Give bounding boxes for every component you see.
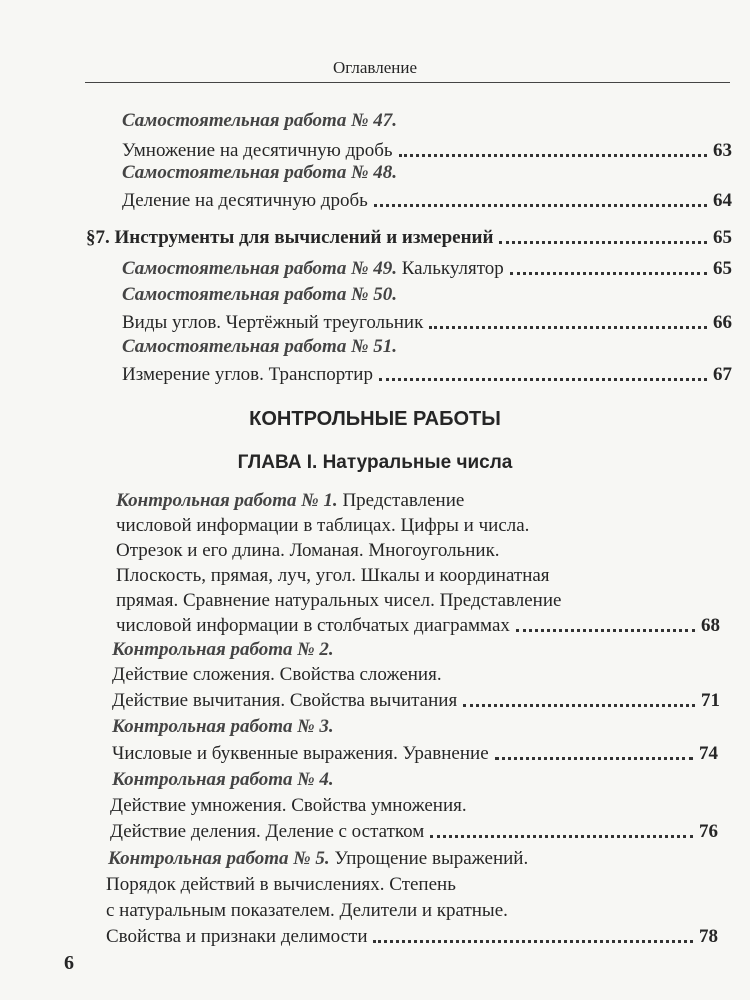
toc-page-number: 78 — [699, 926, 718, 947]
kr1-line: Отрезок и его длина. Ломаная. Многоугольник. — [116, 540, 500, 561]
toc-entry-label: Действие деления. Деление с остатком — [110, 821, 425, 842]
sr50-title: Самостоятельная работа № 50. — [122, 284, 397, 305]
kr5-title: Контрольная работа № 5. — [108, 848, 330, 869]
kr5-topic: Упрощение выражений. — [329, 848, 529, 869]
kr2-title: Контрольная работа № 2. — [112, 639, 334, 660]
toc-entry-kr2[interactable] — [112, 688, 720, 714]
dot-leader — [399, 138, 707, 157]
sr51-title: Самостоятельная работа № 51. — [122, 336, 397, 357]
dot-leader — [499, 225, 707, 244]
kr1-first-line[interactable] — [116, 488, 464, 514]
toc-entry-sr50[interactable] — [122, 310, 732, 336]
page-number: 6 — [64, 952, 74, 974]
toc-entry-label: Числовые и буквенные выражения. Уравнение — [112, 743, 489, 764]
toc-entry-label: Действие вычитания. Свойства вычитания — [112, 690, 458, 711]
toc-page-number: 76 — [699, 821, 718, 842]
toc-entry-label: числовой информации в столбчатых диаграммах — [116, 615, 510, 636]
kr2-line: Действие сложения. Свойства сложения. — [112, 664, 442, 685]
toc-entry-sr51[interactable] — [122, 362, 732, 388]
toc-entry-label: Измерение углов. Транспортир — [122, 364, 373, 385]
kr5-first-line[interactable] — [108, 846, 528, 872]
toc-page-number: 68 — [701, 615, 720, 636]
toc-entry-kr5[interactable] — [106, 924, 718, 950]
kr1-title: Контрольная работа № 1. — [116, 490, 338, 511]
toc-page-number: 74 — [699, 743, 718, 764]
toc-entry-label: Деление на десятичную дробь — [122, 190, 368, 211]
toc-page-number: 67 — [713, 364, 732, 385]
toc-entry-kr1[interactable] — [116, 613, 720, 639]
sr47-title: Самостоятельная работа № 47. — [122, 110, 397, 131]
kr1-topic: Представление — [337, 490, 465, 511]
kr1-line: числовой информации в таблицах. Цифры и числа. — [116, 515, 530, 536]
toc-entry-kr4[interactable] — [110, 819, 718, 845]
dot-leader — [510, 256, 707, 275]
sr49-topic: Калькулятор — [396, 258, 504, 279]
section-heading: КОНТРОЛЬНЫЕ РАБОТЫ — [249, 408, 501, 430]
header-rule — [85, 82, 730, 83]
toc-page-number: 64 — [713, 190, 732, 211]
kr1-line: Плоскость, прямая, луч, угол. Шкалы и координатная — [116, 565, 550, 586]
kr4-title: Контрольная работа № 4. — [112, 769, 334, 790]
toc-page-number: 63 — [713, 140, 732, 161]
kr4-line: Действие умножения. Свойства умножения. — [110, 795, 467, 816]
kr5-line: с натуральным показателем. Делители и кратные. — [106, 900, 508, 921]
running-header: Оглавление — [333, 58, 417, 77]
sr49-title: Самостоятельная работа № 49. — [122, 258, 397, 279]
sr48-title: Самостоятельная работа № 48. — [122, 162, 397, 183]
kr5-line: Порядок действий в вычислениях. Степень — [106, 874, 456, 895]
dot-leader — [429, 310, 707, 329]
toc-entry-label: Свойства и признаки делимости — [106, 926, 368, 947]
kr3-title: Контрольная работа № 3. — [112, 716, 334, 737]
toc-page-number: 65 — [713, 227, 732, 248]
dot-leader — [379, 362, 707, 381]
dot-leader — [516, 613, 695, 632]
dot-leader — [430, 819, 693, 838]
toc-page-number: 71 — [701, 690, 720, 711]
toc-entry-sr48[interactable] — [122, 188, 732, 214]
chapter-heading: ГЛАВА I. Натуральные числа — [237, 452, 513, 473]
toc-entry-section7[interactable] — [86, 225, 732, 251]
section-title: §7. Инструменты для вычислений и измерений — [86, 227, 494, 248]
kr1-line: прямая. Сравнение натуральных чисел. Представление — [116, 590, 562, 611]
toc-entry-label: Виды углов. Чертёжный треугольник — [122, 312, 424, 333]
dot-leader — [463, 688, 695, 707]
toc-page-number: 65 — [713, 258, 732, 279]
dot-leader — [374, 188, 707, 207]
toc-entry-label: Умножение на десятичную дробь — [122, 140, 393, 161]
dot-leader — [373, 924, 693, 943]
toc-page-number: 66 — [713, 312, 732, 333]
toc-entry-kr3[interactable] — [112, 741, 718, 767]
toc-entry-sr49[interactable] — [122, 256, 732, 282]
dot-leader — [495, 741, 693, 760]
toc-entry-label — [122, 256, 504, 282]
